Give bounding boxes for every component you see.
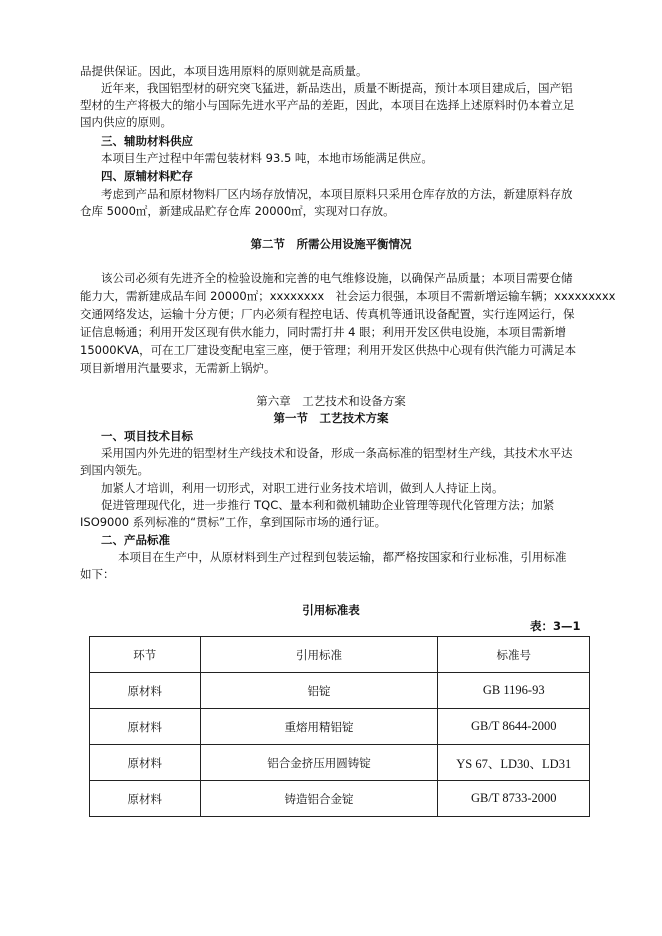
heading-product-standard: 二、产品标准 [101,533,170,547]
table-cell: 原材料 [90,745,201,781]
table-cell: 重熔用精铝锭 [200,709,438,745]
text-line: 本项目生产过程中年需包装材料 93.5 吨，本地市场能满足供应。 [101,151,433,165]
table-cell: 铸造铝合金锭 [200,781,438,817]
table-cell: YS 67、LD30、LD31 [438,745,590,781]
table-cell: 铝合金挤压用圆铸锭 [200,745,438,781]
text-line: 国内供应的原则。 [80,115,172,129]
text-line: ISO9000 系列标准的“贯标”工作，拿到国际市场的通行证。 [80,515,387,529]
table-row [90,709,590,745]
text-line: 考虑到产品和原材物料厂区内场存放情况，本项目原料只采用仓库存放的方法，新建原料存放 [101,187,573,201]
table-cell: 铝锭 [200,673,438,709]
section-title: 第一节 工艺技术方案 [273,411,389,425]
text-line: 近年来，我国铝型材的研究突飞猛进，新品迭出，质量不断提高，预计本项目建成后，国产铝 [101,81,573,95]
table-title: 引用标准表 [302,603,360,617]
column-header: 环节 [90,637,201,673]
column-header: 引用标准 [200,637,438,673]
table-header-row [90,637,590,673]
text-line: 15000KVA，可在工厂建设变配电室三座，便于管理；利用开发区供热中心现有供汽能力可满足本 [80,343,577,357]
text-line: 品提供保证。因此，本项目选用原料的原则就是高质量。 [80,64,368,78]
table-cell: 原材料 [90,673,201,709]
text-line: 如下： [80,567,115,581]
text-line: 交通网络发达，运输十分方便；厂内必须有程控电话、传真机等通讯设备配置，实行连网运行，保 [80,307,575,321]
heading-material-storage: 四、原辅材料贮存 [101,169,193,183]
text-line: 证信息畅通；利用开发区现有供水能力，同时需打井 4 眼；利用开发区供电设施，本项目需新增 [80,325,567,339]
table-cell: GB/T 8644-2000 [438,709,590,745]
table-cell: GB 1196-93 [438,673,590,709]
table-row [90,673,590,709]
column-header: 标准号 [438,637,590,673]
table-cell: 原材料 [90,781,201,817]
text-line: 能力大，需新建成品车间 20000㎡；xxxxxxxx 社会运力很强，本项目不需新增运输车辆；xxxxxxxxx [80,289,616,303]
text-line: 加紧人才培训，利用一切形式，对职工进行业务技术培训，做到人人持证上岗。 [101,481,504,495]
text-line: 采用国内外先进的铝型材生产线技术和设备，形成一条高标准的铝型材生产线，其技术水平达 [101,446,573,460]
standards-table [89,636,590,817]
text-line: 到国内领先。 [80,463,149,477]
text-line: 项目新增用汽量要求，无需新上锅炉。 [80,361,276,375]
text-line: 仓库 5000㎡，新建成品贮存仓库 20000㎡，实现对口存放。 [80,204,395,218]
text-line: 本项目在生产中，从原材料到生产过程到包装运输，都严格按国家和行业标准，引用标准 [118,550,567,564]
section-title: 第二节 所需公用设施平衡情况 [250,237,412,251]
table-number: 表：3—1 [530,619,581,633]
text-line: 该公司必须有先进齐全的检验设施和完善的电气维修设施，以确保产品质量；本项目需要仓储 [101,271,573,285]
table-row [90,781,590,817]
table-row [90,745,590,781]
table-cell: 原材料 [90,709,201,745]
heading-tech-target: 一、项目技术目标 [101,429,193,443]
text-line: 促进管理现代化，进一步推行 TQC、量本利和微机辅助企业管理等现代化管理方法；加紧 [101,498,555,512]
heading-aux-materials: 三、辅助材料供应 [101,134,193,148]
chapter-title: 第六章 工艺技术和设备方案 [256,394,406,408]
text-line: 型材的生产将极大的缩小与国际先进水平产品的差距，因此，本项目在选择上述原料时仍本着立足 [80,98,575,112]
table-cell: GB/T 8733-2000 [438,781,590,817]
